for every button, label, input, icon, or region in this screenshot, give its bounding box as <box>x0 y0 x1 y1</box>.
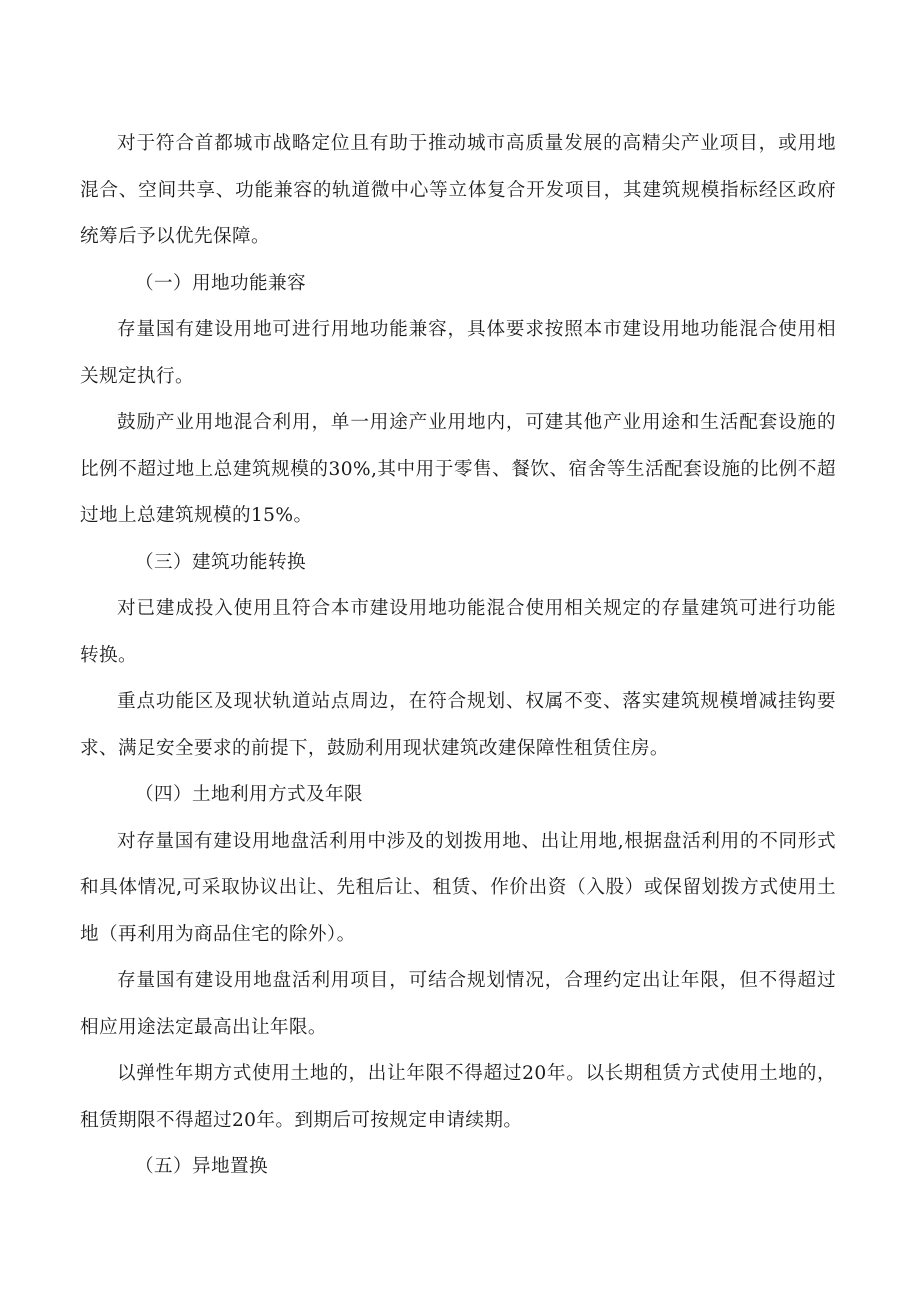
paragraph-priority-guarantee: 对于符合首都城市战略定位且有助于推动城市高质量发展的高精尖产业项目，或用地混合、空间共享、功能兼容的轨道微中心等立体复合开发项目，其建筑规模指标经区政府统筹后予以优先保障。 <box>80 133 836 247</box>
document-body <box>80 121 836 1191</box>
paragraph-supply-methods: 对存量国有建设用地盘活利用中涉及的划拨用地、出让用地,根据盘活利用的不同形式和具体情况,可采取协议出让、先租后让、租赁、作价出资（入股）或保留划拨方式使用土地（再利用为商品住宅的除外）。 <box>80 830 836 945</box>
paragraph-land-compatibility-rule: 存量国有建设用地可进行用地功能兼容，具体要求按照本市建设用地功能混合使用相关规定执行。 <box>80 319 836 387</box>
section-heading-building-function-conversion: （三）建筑功能转换 <box>135 551 306 573</box>
section-heading-land-use-method-term: （四）土地利用方式及年限 <box>135 784 363 805</box>
paragraph-transfer-term: 存量国有建设用地盘活利用项目，可结合规划情况，合理约定出让年限，但不得超过相应用途法定最高出让年限。 <box>80 970 836 1038</box>
section-heading-relocation-swap: （五）异地置换 <box>135 1156 268 1177</box>
paragraph-flexible-term-lease: 以弹性年期方式使用土地的，出让年限不得超过20年。以长期租赁方式使用土地的，租赁期限不得超过20年。到期后可按规定申请续期。 <box>80 1063 836 1131</box>
paragraph-conversion-eligibility: 对已建成投入使用且符合本市建设用地功能混合使用相关规定的存量建筑可进行功能转换。 <box>80 598 836 666</box>
section-heading-land-function-compatibility: （一）用地功能兼容 <box>135 272 306 294</box>
paragraph-mixed-industrial-use: 鼓励产业用地混合利用，单一用途产业用地内，可建其他产业用途和生活配套设施的比例不超过地上总建筑规模的30%,其中用于零售、餐饮、宿舍等生活配套设施的比例不超过地上总建筑规模的15%。 <box>80 412 836 526</box>
paragraph-rental-housing-conversion: 重点功能区及现状轨道站点周边，在符合规划、权属不变、落实建筑规模增减挂钩要求、满足安全要求的前提下，鼓励利用现状建筑改建保障性租赁住房。 <box>80 691 836 759</box>
